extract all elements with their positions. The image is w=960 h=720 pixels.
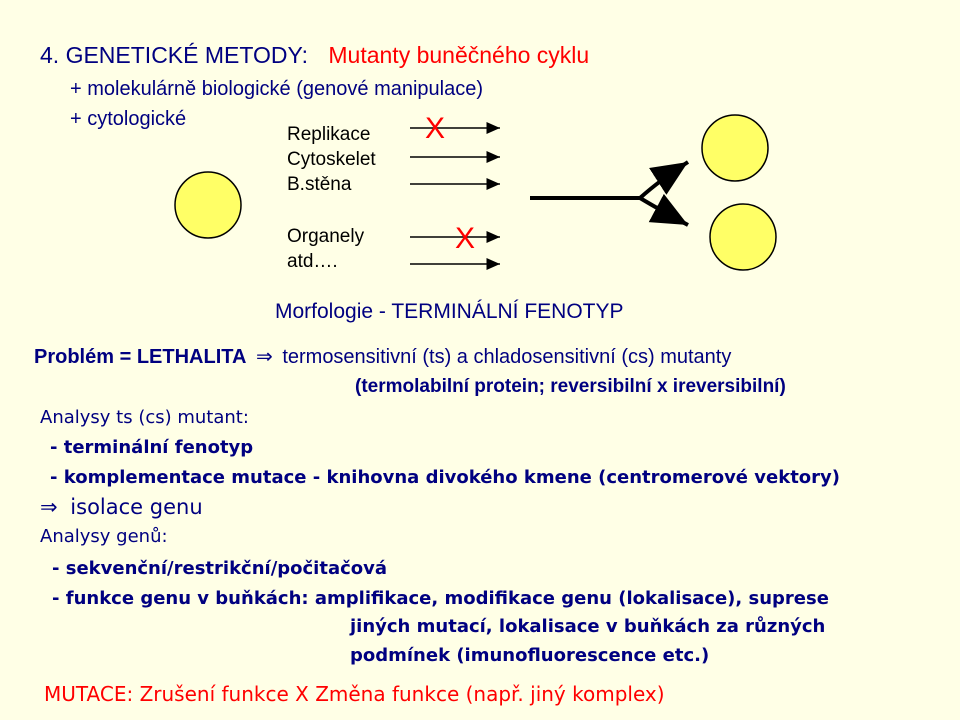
double-right-arrow-icon: ⇒ <box>255 344 273 368</box>
process-bstena: B.stěna <box>287 174 352 195</box>
daughter-cell-top <box>702 115 768 181</box>
genes-item-sequence: - sekvenční/restrikční/počitačová <box>52 558 388 579</box>
analysis-result <box>40 495 203 519</box>
process-organely: Organely <box>287 226 365 247</box>
analysis-heading: Analysy ts (cs) mutant: <box>40 407 249 428</box>
parent-cell <box>175 172 241 238</box>
problem-lead: Problém = LETHALITA <box>34 346 247 368</box>
genes-item-function-cont1: jiných mutací, lokalisace v buňkách za různých <box>350 616 826 637</box>
analysis-result-text: isolace genu <box>70 495 203 519</box>
double-right-arrow-icon: ⇒ <box>40 495 58 519</box>
genes-item-function-cont2: podmínek (imunofluorescence etc.) <box>350 645 710 666</box>
branch-down-arrow <box>640 198 688 225</box>
process-atd: atd…. <box>287 251 338 272</box>
branch-up-arrow <box>640 162 688 198</box>
title-number: 4. GENETICKÉ METODY: <box>40 42 308 68</box>
method-line-molecular: + molekulárně biologické (genové manipulace) <box>70 78 484 100</box>
daughter-cell-bottom <box>710 204 776 270</box>
mutation-summary: MUTACE: Zrušení funkce X Změna funkce (např. jiný komplex) <box>44 682 665 706</box>
block-mark-bottom: X <box>455 222 476 255</box>
problem-note: (termolabilní protein; reversibilní x ireversibilní) <box>355 376 786 397</box>
terminal-phenotype-caption: Morfologie - TERMINÁLNÍ FENOTYP <box>275 300 624 323</box>
analysis-item-phenotype: - terminální fenotyp <box>50 437 254 458</box>
genes-heading: Analysy genů: <box>40 526 168 547</box>
process-replikace: Replikace <box>287 124 371 145</box>
genes-item-function: - funkce genu v buňkách: amplifikace, modifikace genu (lokalisace), suprese <box>52 588 829 609</box>
block-mark-top: X <box>425 112 446 145</box>
analysis-item-complementation: - komplementace mutace - knihovna divokého kmene (centromerové vektory) <box>50 467 841 488</box>
problem-text: termosensitivní (ts) a chladosensitivní (cs) mutanty <box>282 346 732 368</box>
title-subtitle: Mutanty buněčného cyklu <box>328 42 590 68</box>
problem-line <box>34 344 731 369</box>
process-cytoskelet: Cytoskelet <box>287 149 376 170</box>
method-line-cytological: + cytologické <box>70 108 187 130</box>
